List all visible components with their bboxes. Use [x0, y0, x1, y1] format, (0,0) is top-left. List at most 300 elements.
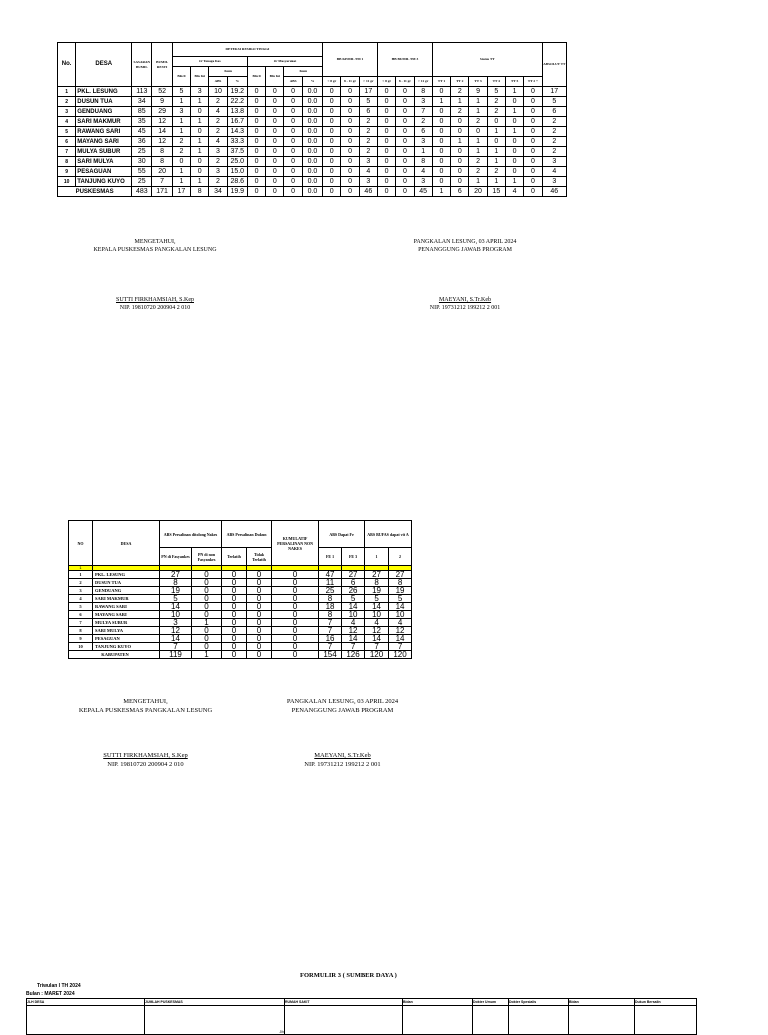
table-cell: 11: [319, 579, 342, 587]
table-cell: 2: [209, 97, 227, 107]
sig1-right-line1: PANGKALAN LESUNG, 03 APRIL 2024: [413, 239, 517, 245]
t2-header-desa: DESA: [93, 521, 160, 566]
table-cell: 0: [432, 107, 450, 117]
table-row: [69, 627, 412, 635]
table-persalinan: [68, 520, 412, 659]
header-bln-ll-2: Bln ll: [247, 67, 265, 87]
table-cell: 7: [365, 643, 389, 651]
table-cell: 15.0: [227, 167, 247, 177]
table-cell: 25.0: [227, 157, 247, 167]
table-cell: 52: [152, 87, 172, 97]
table-cell: 0: [222, 603, 247, 611]
header-bln-ini: Bln Ini: [191, 67, 209, 87]
header-desa: DESA: [76, 43, 132, 87]
table-cell: 0: [192, 595, 222, 603]
table-cell: 0: [284, 127, 302, 137]
table-cell: 0: [247, 635, 272, 643]
desa-name-cell: DUSUN TUA: [76, 97, 132, 107]
table-cell: 5: [389, 595, 412, 603]
sig1-right: [380, 238, 550, 254]
header-gt11: > 11 gr: [359, 77, 377, 87]
table-cell: 0: [451, 157, 469, 167]
table-cell: 0: [192, 635, 222, 643]
table-cell: 16.7: [227, 117, 247, 127]
table-cell: 4: [365, 619, 389, 627]
t3-cell-bidan-a: [403, 1006, 473, 1035]
total-cell: 119: [160, 651, 192, 659]
t3-cell-spesialis: [509, 1006, 569, 1035]
table-cell: 0: [272, 611, 319, 619]
table-cell: 4: [58, 117, 76, 127]
table-cell: 7: [58, 147, 76, 157]
table-cell: 14: [389, 603, 412, 611]
table-cell: 0: [451, 117, 469, 127]
table-cell: 3: [542, 157, 566, 167]
table-cell: 0: [247, 97, 265, 107]
table-cell: 5: [172, 87, 190, 97]
table-cell: 0: [396, 127, 414, 137]
table-cell: 0.0: [302, 157, 322, 167]
desa-name-cell: SARI MULYA: [93, 627, 160, 635]
t2-header-abs-fe: ABS Dapat Fe: [319, 521, 365, 548]
table-cell: 0: [272, 587, 319, 595]
table-cell: 0.0: [302, 147, 322, 157]
table-row: [58, 127, 567, 137]
table-cell: 0.0: [302, 177, 322, 187]
table-cell: 0: [247, 167, 265, 177]
table-cell: 17: [542, 87, 566, 97]
header-tt5: TT 5: [505, 77, 523, 87]
table-cell: 1: [505, 87, 523, 97]
table-cell: 45: [132, 127, 152, 137]
table-cell: 28.6: [227, 177, 247, 187]
table-cell: 0: [469, 127, 487, 137]
t2-header-terlatih: Terlatih: [222, 548, 247, 566]
header-hb-tm3: HB BUMIL TM 3: [377, 43, 432, 77]
table-cell: 0: [247, 579, 272, 587]
table-cell: 3: [191, 87, 209, 97]
total-cell: 0: [247, 651, 272, 659]
table-cell: 0: [192, 643, 222, 651]
table-cell: 1: [172, 177, 190, 187]
table-row: [69, 619, 412, 627]
table-row: [69, 635, 412, 643]
table-cell: 0: [524, 107, 542, 117]
table-cell: 6: [69, 611, 93, 619]
table-cell: 1: [172, 167, 190, 177]
table-cell: 0: [284, 157, 302, 167]
table-cell: 0: [172, 157, 190, 167]
table-cell: 12: [160, 627, 192, 635]
table-cell: 0: [341, 87, 359, 97]
table-cell: 0: [396, 157, 414, 167]
header-bb-tm1: BB KEMIL TM 1: [323, 43, 378, 77]
t3-jlh-label: Jlh: [279, 1030, 284, 1034]
table-cell: 0: [284, 117, 302, 127]
t2-header-abs-dukun: ABS Persalinan Dukun: [222, 521, 272, 548]
table-cell: 0: [432, 137, 450, 147]
table-cell: 0: [341, 167, 359, 177]
table-cell: 7: [160, 643, 192, 651]
total-cell: 0: [524, 187, 542, 197]
table-cell: 4: [209, 107, 227, 117]
table-cell: 0: [284, 97, 302, 107]
t2-header-fe3: FE 3: [342, 548, 365, 566]
table-cell: 1: [487, 157, 505, 167]
table-cell: 14: [365, 635, 389, 643]
t2-header-pn-fas: PN di Fasyankes: [160, 548, 192, 566]
t3-cell-dukun: [635, 1006, 697, 1035]
table-cell: 3: [69, 587, 93, 595]
table-cell: 19: [160, 587, 192, 595]
table-cell: 2: [487, 107, 505, 117]
table-cell: 25: [319, 587, 342, 595]
table-cell: 4: [542, 167, 566, 177]
table-cell: 4: [359, 167, 377, 177]
table-cell: 12: [152, 117, 172, 127]
sig1-left-signature: [70, 296, 240, 312]
table-cell: 4: [342, 619, 365, 627]
table-cell: 0: [222, 595, 247, 603]
table-cell: 0: [323, 147, 341, 157]
table-cell: 14: [342, 635, 365, 643]
table-cell: 1: [505, 107, 523, 117]
header-pct: %: [227, 77, 247, 87]
table-sumber-daya: [26, 998, 697, 1035]
table-cell: 10: [365, 611, 389, 619]
total-cell: 154: [319, 651, 342, 659]
table-cell: 0: [247, 107, 265, 117]
table-cell: 0: [266, 107, 284, 117]
t3-cell-desa: [27, 1006, 145, 1035]
sig1-left-line2: KEPALA PUSKESMAS PANGKALAN LESUNG: [93, 247, 217, 253]
desa-name-cell: MAYANG SARI: [93, 611, 160, 619]
table-cell: 0: [396, 177, 414, 187]
header-abs: ABS: [209, 77, 227, 87]
sig2-right-signature: [265, 751, 420, 769]
table-cell: 14.3: [227, 127, 247, 137]
formulir-bulan: Bulan : MARET 2024: [26, 991, 75, 997]
table-cell: 0: [323, 137, 341, 147]
table-cell: 0: [377, 87, 395, 97]
table-cell: 12: [342, 627, 365, 635]
total-cell: 171: [152, 187, 172, 197]
table-cell: 0: [451, 177, 469, 187]
table-cell: 2: [487, 167, 505, 177]
t2-total-row: [69, 651, 412, 659]
table-cell: 4: [389, 619, 412, 627]
desa-name-cell: GENDUANG: [76, 107, 132, 117]
table-cell: 1: [172, 97, 190, 107]
table-cell: 0: [284, 87, 302, 97]
t3-col-bidan: Bidan: [569, 999, 635, 1006]
table-cell: 0: [524, 167, 542, 177]
header-oleh-nakes: O/ Tenaga Kes: [172, 57, 247, 67]
table-cell: 5: [342, 595, 365, 603]
header-lt8: < 8 gr: [323, 77, 341, 87]
table-cell: 0: [266, 167, 284, 177]
table-cell: 3: [414, 137, 432, 147]
header-tt1: TT 1: [432, 77, 450, 87]
total-cell: 0: [222, 651, 247, 659]
table-cell: 7: [319, 619, 342, 627]
table-cell: 3: [58, 107, 76, 117]
table-cell: 17: [359, 87, 377, 97]
table-cell: 2: [542, 117, 566, 127]
table-cell: 0.0: [302, 87, 322, 97]
table-cell: 8: [414, 87, 432, 97]
table-cell: 1: [172, 117, 190, 127]
total-cell: 0: [247, 187, 265, 197]
table-cell: 10: [209, 87, 227, 97]
table-cell: 2: [542, 137, 566, 147]
table-cell: 8: [69, 627, 93, 635]
header-deteksi: DETEKSI RESIKO TINGGI: [172, 43, 322, 57]
table-cell: 0: [192, 611, 222, 619]
table-cell: 0: [222, 627, 247, 635]
table-cell: 0: [222, 587, 247, 595]
total-cell: 0: [266, 187, 284, 197]
total-cell: 0: [272, 651, 319, 659]
table-cell: 14: [160, 603, 192, 611]
table-cell: 0.0: [302, 167, 322, 177]
sig1-left: [70, 238, 240, 254]
table-cell: 0: [341, 137, 359, 147]
sig2-right-name: MAEYANI, S.Tr.Keb: [314, 752, 371, 759]
table-cell: 2: [451, 107, 469, 117]
table-cell: 1: [487, 147, 505, 157]
desa-name-cell: MULYA SUBUR: [93, 619, 160, 627]
table-cell: 22.2: [227, 97, 247, 107]
total-cell: 34: [209, 187, 227, 197]
table-cell: 0: [505, 147, 523, 157]
table-row: [58, 87, 567, 97]
t3-cell-rs: [285, 1006, 403, 1035]
table-cell: 10: [160, 611, 192, 619]
table-cell: 1: [505, 177, 523, 187]
table-cell: 20: [152, 167, 172, 177]
table-cell: 0: [487, 137, 505, 147]
table-cell: 0.0: [302, 97, 322, 107]
table-cell: 2: [359, 137, 377, 147]
table-cell: 2: [209, 127, 227, 137]
t3-cell-dokter: [473, 1006, 509, 1035]
table-cell: 0: [396, 117, 414, 127]
sig2-right-nip: NIP. 19731212 199212 2 001: [304, 761, 381, 768]
total-cell: 0: [284, 187, 302, 197]
table-cell: 0: [377, 137, 395, 147]
total-cell: 46: [542, 187, 566, 197]
table-cell: 4: [414, 167, 432, 177]
t3-col-rumah-sakit: RUMAH SAKIT: [285, 999, 403, 1006]
total-cell: 8: [191, 187, 209, 197]
table-cell: 0: [247, 127, 265, 137]
table-cell: 0: [323, 87, 341, 97]
t3-col-dukun: Dukun Bersalin: [635, 999, 697, 1006]
header-lt8-b: < 8 gr: [377, 77, 395, 87]
table-cell: 19: [365, 587, 389, 595]
header-pct-2: %: [302, 77, 322, 87]
table-cell: 0: [451, 127, 469, 137]
total-cell: 483: [132, 187, 152, 197]
table-cell: 0: [505, 117, 523, 127]
table-cell: 5: [160, 595, 192, 603]
table-cell: 8: [58, 157, 76, 167]
table-cell: 0: [323, 157, 341, 167]
header-8-11-b: 8 - 11 gr: [396, 77, 414, 87]
header-kum: Kum: [209, 67, 248, 77]
table-cell: 0: [272, 643, 319, 651]
table-cell: 0: [192, 587, 222, 595]
table-cell: 36: [132, 137, 152, 147]
table-cell: 26: [342, 587, 365, 595]
table-cell: 19: [389, 587, 412, 595]
table-cell: 0: [341, 147, 359, 157]
t2-header-abs-nakes: ABS Persalinan ditolong Nakes: [160, 521, 222, 548]
sig1-left-nip: NIP. 19810720 200904 2 010: [119, 305, 191, 311]
table-row: [58, 107, 567, 117]
table-cell: 8: [160, 579, 192, 587]
table-cell: 5: [359, 97, 377, 107]
desa-name-cell: TANJUNG KUYO: [76, 177, 132, 187]
sig2-left: [68, 697, 223, 715]
table-cell: 7: [342, 643, 365, 651]
header-tt4: TT 4: [487, 77, 505, 87]
table-cell: 0: [377, 147, 395, 157]
table-row: [69, 579, 412, 587]
t2-header-kumulatif: KUMULATIF PERSALINAN NON NAKES: [272, 521, 319, 566]
table-cell: 0: [524, 137, 542, 147]
total-cell: 15: [487, 187, 505, 197]
t3-col-jlh-desa: JLH DESA: [27, 999, 145, 1006]
table-cell: 0: [524, 87, 542, 97]
table-cell: 0: [451, 147, 469, 157]
table-cell: 8: [152, 147, 172, 157]
table-cell: 25: [132, 147, 152, 157]
table-row: [69, 595, 412, 603]
desa-name-cell: MULYA SUBUR: [76, 147, 132, 157]
table-cell: 0: [377, 107, 395, 117]
table-cell: 2: [172, 147, 190, 157]
table-cell: 3: [542, 177, 566, 187]
table-cell: 0.0: [302, 117, 322, 127]
total-cell: 1: [192, 651, 222, 659]
table-cell: 0: [191, 167, 209, 177]
table-cell: 113: [132, 87, 152, 97]
table-cell: 2: [209, 157, 227, 167]
table-cell: 0: [524, 157, 542, 167]
total-cell: 17: [172, 187, 190, 197]
table-cell: 3: [359, 177, 377, 187]
table-cell: 1: [414, 147, 432, 157]
table-cell: 85: [132, 107, 152, 117]
table-cell: 7: [389, 643, 412, 651]
table-cell: 0: [266, 127, 284, 137]
total-cell: 0: [396, 187, 414, 197]
table-cell: 0: [377, 157, 395, 167]
table-cell: 2: [359, 127, 377, 137]
t2-yellow-label: 1: [69, 566, 93, 571]
table-cell: 3: [160, 619, 192, 627]
table-cell: 0: [505, 157, 523, 167]
table-cell: 0: [247, 587, 272, 595]
table-row: [69, 643, 412, 651]
table-cell: 0: [247, 595, 272, 603]
header-bln-ini-2: Bln Ini: [266, 67, 284, 87]
table-cell: 0: [396, 167, 414, 177]
table-cell: 0: [377, 177, 395, 187]
table-cell: 2: [469, 117, 487, 127]
table-cell: 0: [524, 97, 542, 107]
total-cell: 0: [323, 187, 341, 197]
table-cell: 2: [359, 117, 377, 127]
table-cell: 0: [284, 167, 302, 177]
table-cell: 0: [266, 97, 284, 107]
table-cell: 0: [266, 177, 284, 187]
t3-cell-bidan: [569, 1006, 635, 1035]
table-cell: 0: [432, 167, 450, 177]
table-cell: 0: [432, 127, 450, 137]
table-cell: 10: [58, 177, 76, 187]
t2-header-pn-nonfas: PN di non Fasyankes: [192, 548, 222, 566]
table-cell: 1: [469, 107, 487, 117]
table-cell: 1: [58, 87, 76, 97]
t2-header-v2: 2: [389, 548, 412, 566]
table-cell: 0: [272, 619, 319, 627]
sig2-left-line2: KEPALA PUSKESMAS PANGKALAN LESUNG: [78, 707, 213, 714]
table-cell: 0: [284, 137, 302, 147]
desa-name-cell: TANJUNG KUYO: [93, 643, 160, 651]
table-cell: 1: [487, 177, 505, 187]
table-cell: 1: [191, 137, 209, 147]
sig2-left-line1: MENGETAHUI,: [123, 698, 168, 705]
table-cell: 1: [191, 117, 209, 127]
table-cell: 2: [469, 167, 487, 177]
table-cell: 12: [152, 137, 172, 147]
table-cell: 27: [389, 571, 412, 579]
header-oleh-masy: O/ Masyarakat: [247, 57, 322, 67]
header-sasaran: SASARAN BUMIL: [132, 43, 152, 87]
total-cell: 1: [432, 187, 450, 197]
sig1-right-name: MAEYANI, S.Tr.Keb: [438, 297, 492, 303]
table-cell: 1: [191, 177, 209, 187]
t2-header-tidak-terlatih: Tidak Terlatih: [247, 548, 272, 566]
table-cell: 0: [222, 619, 247, 627]
desa-name-cell: SARI MULYA: [76, 157, 132, 167]
table-cell: 0: [222, 643, 247, 651]
desa-name-cell: PESAGUAN: [93, 635, 160, 643]
table-cell: 0: [272, 603, 319, 611]
table-cell: 0: [191, 157, 209, 167]
table-cell: 6: [359, 107, 377, 117]
table-cell: 6: [542, 107, 566, 117]
formulir-triwulan: Triwulan I TH 2024: [37, 983, 81, 989]
table-cell: 0: [222, 571, 247, 579]
table-row: [69, 571, 412, 579]
table-cell: 0: [247, 157, 265, 167]
total-cell: 126: [342, 651, 365, 659]
table-cell: 0: [524, 117, 542, 127]
table-cell: 7: [152, 177, 172, 187]
table-cell: 0: [432, 157, 450, 167]
table-cell: 3: [209, 167, 227, 177]
table-row: [69, 587, 412, 595]
table-cell: 0: [432, 177, 450, 187]
table-cell: 8: [152, 157, 172, 167]
table-cell: 0: [323, 167, 341, 177]
table-cell: 0: [323, 177, 341, 187]
table-cell: 2: [58, 97, 76, 107]
